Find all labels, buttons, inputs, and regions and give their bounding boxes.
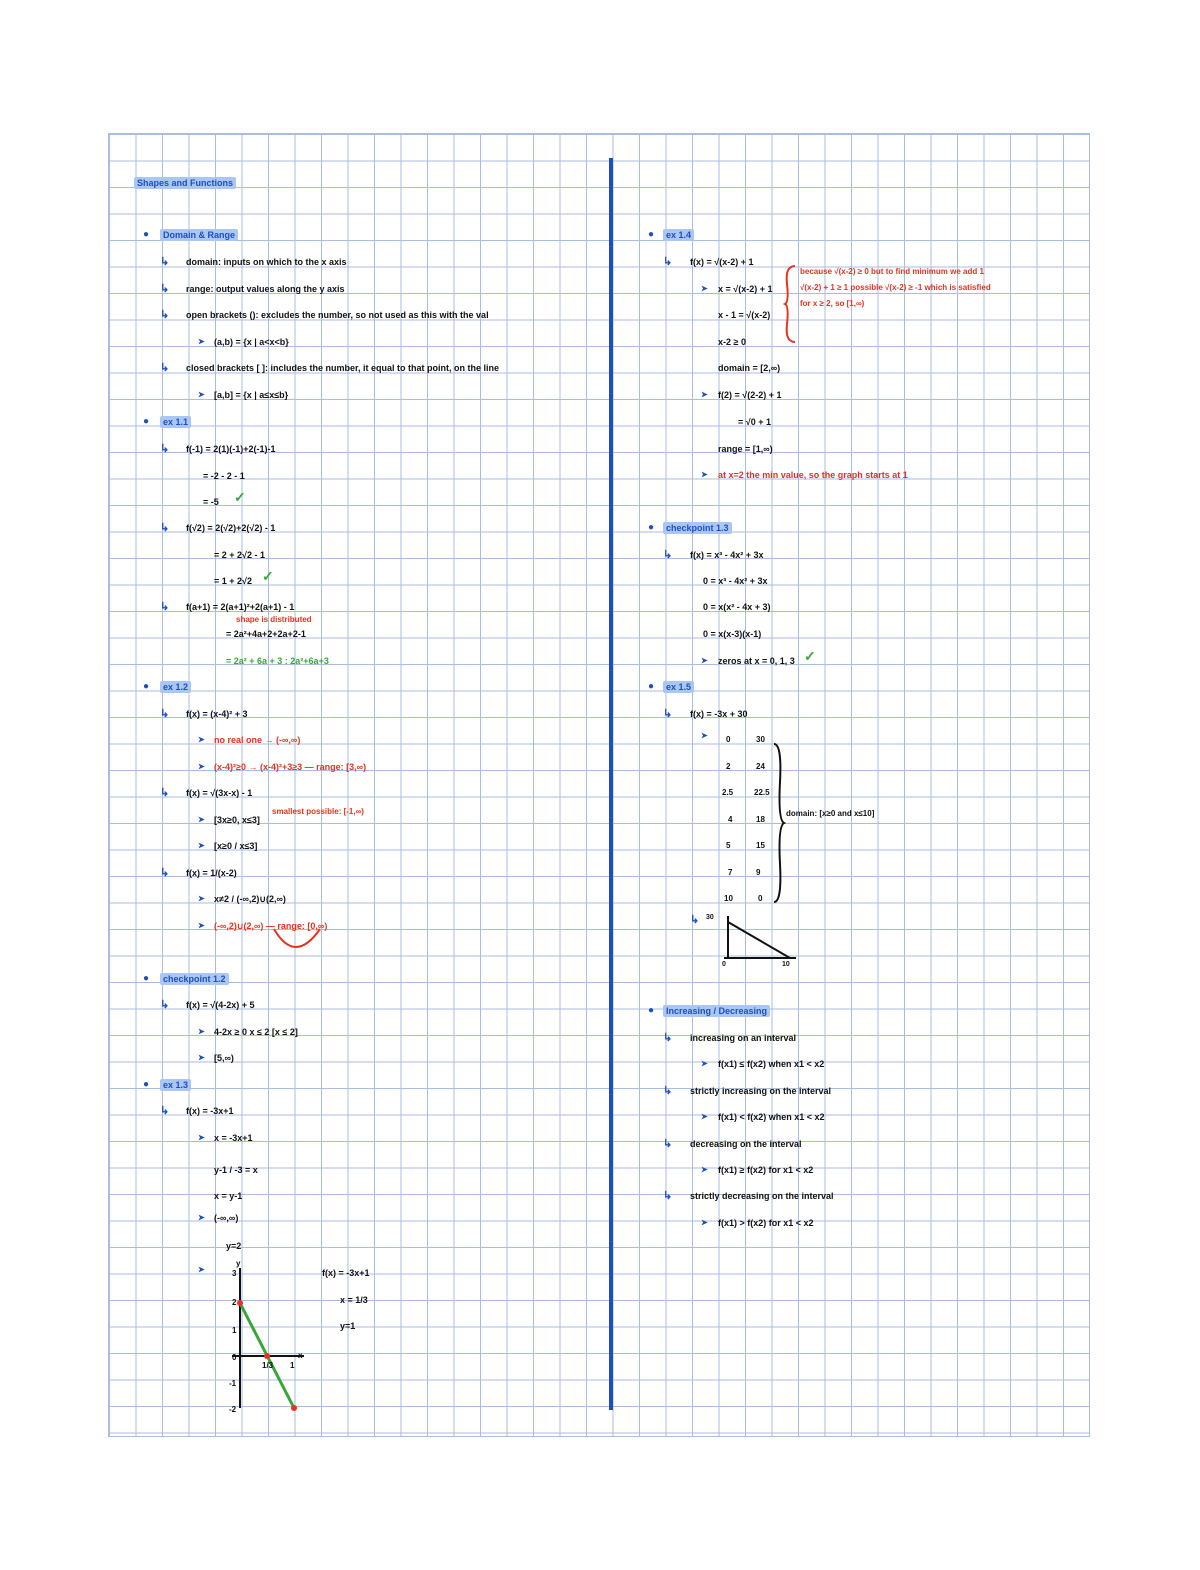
table-cell: 24 <box>756 762 765 771</box>
note-line: strictly increasing on the interval <box>690 1086 832 1096</box>
arrow-icon: ↳ <box>663 549 673 561</box>
table-cell: 4 <box>728 815 733 824</box>
math-line: domain = [2,∞) <box>718 363 781 373</box>
annotation-red: at x=2 the min value, so the graph starts at 1 <box>718 470 908 480</box>
math-line: x-2 ≥ 0 <box>718 337 746 347</box>
table-cell: 10 <box>724 894 733 903</box>
bullet-icon: ● <box>143 681 150 692</box>
page-title: Shapes and Functions <box>134 177 236 189</box>
annotation-red: (-∞,2)∪(2,∞) — range: [0,∞) <box>214 921 328 931</box>
math-line: f(x) = -3x+1 <box>186 1106 234 1116</box>
math-line: y-1 / -3 = x <box>214 1165 258 1175</box>
math-line: [x≥0 / x≤3] <box>214 841 258 851</box>
y-tick: 2 <box>232 1298 237 1307</box>
arrow-icon: ↳ <box>663 1190 673 1202</box>
math-line: 4-2x ≥ 0 x ≤ 2 [x ≤ 2] <box>214 1027 298 1037</box>
check-icon: ✓ <box>804 648 816 664</box>
math-line: y=2 <box>226 1241 242 1251</box>
note-line: increasing on an interval <box>690 1033 797 1043</box>
math-line: = 2 + 2√2 - 1 <box>214 550 265 560</box>
sub-bullet-icon: ➤ <box>701 1165 708 1174</box>
math-line: f(x1) ≥ f(x2) for x1 < x2 <box>718 1165 814 1175</box>
arrow-icon: ↳ <box>160 443 170 455</box>
sub-bullet-icon: ➤ <box>701 656 708 665</box>
math-line: f(x1) ≤ f(x2) when x1 < x2 <box>718 1059 825 1069</box>
sub-bullet-icon: ➤ <box>701 284 708 293</box>
annotation-red: √(x-2) + 1 ≥ 1 possible √(x-2) ≥ -1 which is satisfied <box>800 283 991 292</box>
arrow-icon: ↳ <box>663 708 673 720</box>
math-line: f(x) = 1/(x-2) <box>186 868 237 878</box>
section-heading: ex 1.3 <box>160 1079 191 1091</box>
arrow-icon: ↳ <box>160 787 170 799</box>
math-line: [3x≥0, x≤3] <box>214 815 260 825</box>
x-axis-label: x <box>298 1351 303 1360</box>
bullet-icon: ● <box>143 1079 150 1090</box>
arrow-icon: ↳ <box>663 1085 673 1097</box>
sub-bullet-icon: ➤ <box>198 841 205 850</box>
math-line: f(x) = √(4-2x) + 5 <box>186 1000 255 1010</box>
grid-paper <box>108 133 1090 1437</box>
x-tick: 1/3 <box>262 1361 274 1370</box>
math-line: [5,∞) <box>214 1053 234 1063</box>
sub-bullet-icon: ➤ <box>198 390 205 399</box>
annotation-red: no real one → (-∞,∞) <box>214 735 301 745</box>
y-tick: -1 <box>229 1379 237 1388</box>
section-heading: checkpoint 1.2 <box>160 973 229 985</box>
note-line: (a,b) = {x | a<x<b} <box>214 337 289 347</box>
bullet-icon: ● <box>143 416 150 427</box>
annotation-red: shape is distributed <box>236 615 312 624</box>
table-cell: 2.5 <box>722 788 734 797</box>
section-heading: ex 1.2 <box>160 681 191 693</box>
function-line <box>728 922 790 958</box>
arrow-icon: ↳ <box>160 283 170 295</box>
section-heading: checkpoint 1.3 <box>663 522 732 534</box>
arrow-icon: ↳ <box>160 867 170 879</box>
table-cell: 9 <box>756 868 761 877</box>
table-cell: 30 <box>756 735 765 744</box>
column-divider <box>609 158 613 1410</box>
sub-bullet-icon: ➤ <box>198 337 205 346</box>
math-line: y=1 <box>340 1321 356 1331</box>
bullet-icon: ● <box>648 681 655 692</box>
annotation-red: (x-4)²≥0 → (x-4)²+3≥3 — range: [3,∞) <box>214 762 367 772</box>
arrow-icon: ↳ <box>160 1105 170 1117</box>
math-line: f(x) = x³ - 4x² + 3x <box>690 550 764 560</box>
arrow-icon: ↳ <box>160 522 170 534</box>
check-icon: ✓ <box>262 568 274 584</box>
sub-bullet-icon: ➤ <box>198 894 205 903</box>
arrow-icon: ↳ <box>663 1138 673 1150</box>
y-tick: 3 <box>232 1269 237 1278</box>
sub-bullet-icon: ➤ <box>198 1053 205 1062</box>
math-line: f(x1) < f(x2) when x1 < x2 <box>718 1112 825 1122</box>
note-line: range: output values along the y axis <box>186 284 345 294</box>
math-line: x≠2 / (-∞,2)∪(2,∞) <box>214 894 286 904</box>
y-intercept-point <box>237 1300 243 1306</box>
math-line: range = [1,∞) <box>718 444 773 454</box>
sub-bullet-icon: ➤ <box>198 1027 205 1036</box>
math-line: = -2 - 2 - 1 <box>203 471 245 481</box>
bullet-icon: ● <box>143 229 150 240</box>
table-cell: 5 <box>726 841 731 850</box>
math-line: x - 1 = √(x-2) <box>718 310 771 320</box>
sub-bullet-icon: ➤ <box>198 1213 205 1222</box>
annotation-red: for x ≥ 2, so [1,∞) <box>800 299 865 308</box>
bullet-icon: ● <box>143 973 150 984</box>
sub-bullet-icon: ➤ <box>701 390 708 399</box>
math-line: 0 = x(x² - 4x + 3) <box>703 602 771 612</box>
math-line: f(x) = -3x+1 <box>322 1268 370 1278</box>
sub-bullet-icon: ➤ <box>701 1218 708 1227</box>
math-line: zeros at x = 0, 1, 3 <box>718 656 795 666</box>
domain-note: domain: [x≥0 and x≤10] <box>786 809 875 818</box>
sub-bullet-icon: ➤ <box>198 735 205 744</box>
sub-bullet-icon: ➤ <box>198 921 205 930</box>
math-line: f(x1) > f(x2) for x1 < x2 <box>718 1218 814 1228</box>
section-heading: Increasing / Decreasing <box>663 1005 770 1017</box>
math-line: f(-1) = 2(1)(-1)+2(-1)-1 <box>186 444 276 454</box>
section-heading: ex 1.1 <box>160 416 191 428</box>
math-line: f(x) = √(3x-x) - 1 <box>186 788 253 798</box>
table-cell: 0 <box>726 735 731 744</box>
math-line: x = √(x-2) + 1 <box>718 284 773 294</box>
math-line-green: = 2a² + 6a + 3 : 2a²+6a+3 <box>226 656 329 666</box>
section-heading: ex 1.4 <box>663 229 694 241</box>
arrow-icon: ↳ <box>160 362 170 374</box>
note-line: open brackets (): excludes the number, so not used as this with the val <box>186 310 489 320</box>
note-line: [a,b] = {x | a≤x≤b} <box>214 390 289 400</box>
graph-label: 30 <box>706 914 714 921</box>
math-line: x = y-1 <box>214 1191 243 1201</box>
arrow-icon: ↳ <box>160 708 170 720</box>
sub-bullet-icon: ➤ <box>198 762 205 771</box>
sub-bullet-icon: ➤ <box>198 1133 205 1142</box>
math-line: 0 = x³ - 4x² + 3x <box>703 576 768 586</box>
math-line: f(a+1) = 2(a+1)²+2(a+1) - 1 <box>186 602 295 612</box>
note-line: strictly decreasing on the interval <box>690 1191 834 1201</box>
arrow-icon: ↳ <box>160 256 170 268</box>
arrow-icon: ↳ <box>663 1032 673 1044</box>
x-intercept-point <box>264 1353 270 1359</box>
math-line: 0 = x(x-3)(x-1) <box>703 629 762 639</box>
sub-bullet-icon: ➤ <box>701 1112 708 1121</box>
sub-bullet-icon: ➤ <box>198 1265 205 1274</box>
sub-bullet-icon: ➤ <box>198 815 205 824</box>
math-line: x = -3x+1 <box>214 1133 253 1143</box>
arrow-icon: ↳ <box>160 999 170 1011</box>
table-cell: 22.5 <box>754 788 770 797</box>
math-line: (-∞,∞) <box>214 1213 239 1223</box>
x-tick: 1 <box>290 1361 295 1370</box>
y-tick: -2 <box>229 1405 237 1414</box>
line-graph <box>222 1260 312 1415</box>
math-line: x = 1/3 <box>340 1295 368 1305</box>
arrow-icon: ↳ <box>690 914 700 926</box>
table-cell: 0 <box>758 894 763 903</box>
annotation-red: because √(x-2) ≥ 0 but to find minimum we add 1 <box>800 267 984 276</box>
section-heading: ex 1.5 <box>663 681 694 693</box>
math-line: = 1 + 2√2 <box>214 576 252 586</box>
bullet-icon: ● <box>648 1005 655 1016</box>
bullet-icon: ● <box>648 229 655 240</box>
note-line: decreasing on the interval <box>690 1139 802 1149</box>
y-tick: 1 <box>232 1326 237 1335</box>
arrow-icon: ↳ <box>663 256 673 268</box>
black-brace <box>772 742 786 904</box>
note-line: closed brackets [ ]: includes the number, it equal to that point, on the line <box>186 363 500 373</box>
y-axis-label: y <box>236 1259 241 1268</box>
sub-bullet-icon: ➤ <box>701 470 708 479</box>
math-line: = -5 <box>203 497 219 507</box>
math-line: = 2a²+4a+2+2a+2-1 <box>226 629 306 639</box>
section-heading: Domain & Range <box>160 229 238 241</box>
annotation-red: smallest possible: [-1,∞) <box>272 807 364 816</box>
table-cell: 15 <box>756 841 765 850</box>
check-icon: ✓ <box>234 489 246 505</box>
graph-label: 10 <box>782 961 790 968</box>
math-line: f(2) = √(2-2) + 1 <box>718 390 782 400</box>
table-cell: 2 <box>726 762 731 771</box>
arrow-icon: ↳ <box>160 601 170 613</box>
math-line: f(x) = √(x-2) + 1 <box>690 257 754 267</box>
arrow-icon: ↳ <box>160 309 170 321</box>
math-line: f(x) = (x-4)² + 3 <box>186 709 248 719</box>
y-tick: 0 <box>232 1353 237 1362</box>
note-line: domain: inputs on which to the x axis <box>186 257 347 267</box>
end-point <box>291 1405 297 1411</box>
math-line: = √0 + 1 <box>738 417 771 427</box>
graph-label: 0 <box>722 961 726 968</box>
math-line: f(x) = -3x + 30 <box>690 709 748 719</box>
bullet-icon: ● <box>648 522 655 533</box>
table-cell: 7 <box>728 868 733 877</box>
math-line: f(√2) = 2(√2)+2(√2) - 1 <box>186 523 276 533</box>
sub-bullet-icon: ➤ <box>701 731 708 740</box>
table-cell: 18 <box>756 815 765 824</box>
sub-bullet-icon: ➤ <box>701 1059 708 1068</box>
red-brace <box>783 264 799 344</box>
red-arc-annotation <box>270 925 330 955</box>
